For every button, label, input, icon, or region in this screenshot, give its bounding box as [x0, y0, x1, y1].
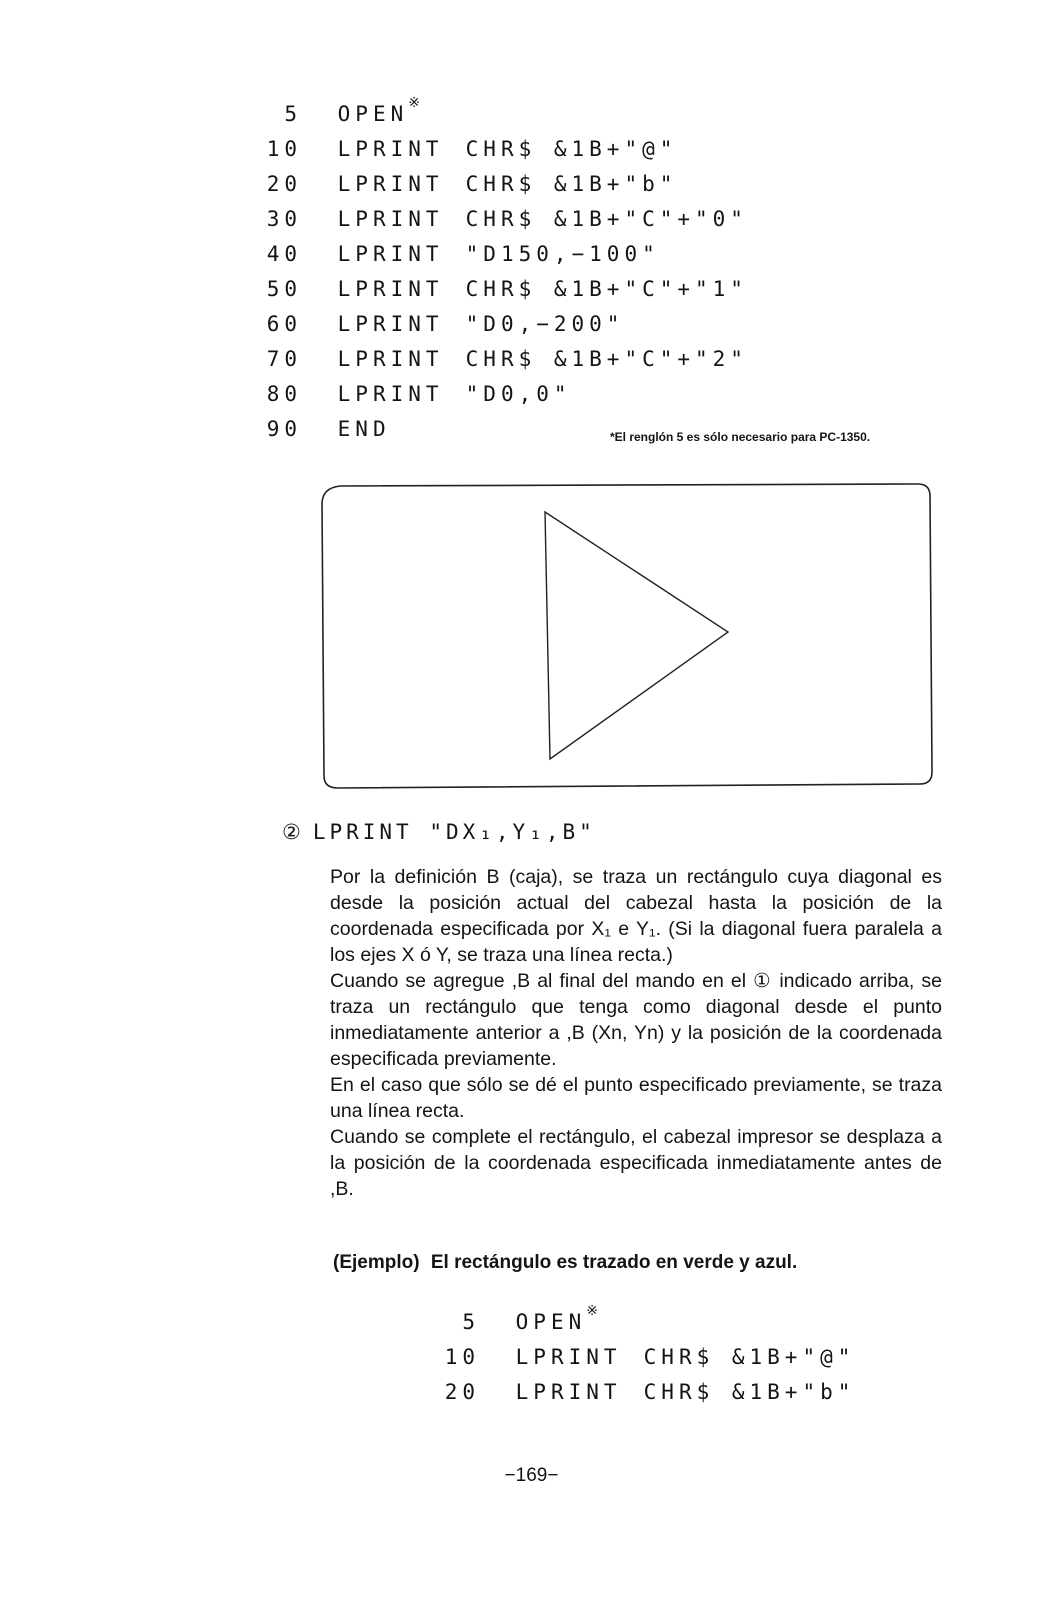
- line-number: 50: [266, 277, 302, 301]
- code-argument: CHR$ &1B+"b": [465, 172, 678, 196]
- code-line: [266, 237, 748, 272]
- line-number: 40: [266, 242, 302, 266]
- code-argument: CHR$ &1B+"b": [643, 1380, 856, 1404]
- example-label: (Ejemplo): [333, 1252, 420, 1273]
- code-line: [266, 167, 748, 202]
- code-line: [444, 1375, 855, 1410]
- code-command: OPEN: [515, 1310, 587, 1334]
- line-number: 80: [266, 382, 302, 406]
- command-heading: [282, 820, 596, 844]
- line-number: 20: [444, 1380, 480, 1404]
- code-argument: CHR$ &1B+"C"+"1": [465, 277, 748, 301]
- line-number: 10: [266, 137, 302, 161]
- program-listing-2: [444, 1300, 855, 1410]
- paragraph: Cuando se agregue ,B al final del mando en el ① indicado arriba, se traza un rectángulo que tenga como diagonal desde el punto inmediatamente anterior a ,B (Xn, Yn) y la posición de la coordenada especificada previamente.: [330, 970, 942, 1070]
- code-command: OPEN: [337, 102, 409, 126]
- code-line: [266, 342, 748, 377]
- code-line: [444, 1340, 855, 1375]
- explanation-text: [330, 864, 942, 1202]
- code-argument: "D0,−200": [465, 312, 625, 336]
- code-command: LPRINT: [337, 277, 444, 301]
- code-argument: "D0,0": [465, 382, 572, 406]
- code-line: [266, 92, 748, 132]
- code-command: LPRINT: [515, 1345, 622, 1369]
- code-command: LPRINT: [515, 1380, 622, 1404]
- code-command: LPRINT: [337, 312, 444, 336]
- example-heading: [333, 1252, 797, 1274]
- code-line: [266, 202, 748, 237]
- code-argument: CHR$ &1B+"@": [465, 137, 678, 161]
- line-number: 70: [266, 347, 302, 371]
- code-argument: CHR$ &1B+"C"+"0": [465, 207, 748, 231]
- paragraph: En el caso que sólo se dé el punto especificado previamente, se traza una línea recta.: [330, 1074, 942, 1122]
- code-command: LPRINT: [337, 207, 444, 231]
- code-line: [266, 377, 748, 412]
- program-listing-1: [266, 92, 748, 447]
- line-number: 5: [462, 1310, 480, 1334]
- plot-output-figure: [318, 482, 936, 792]
- line-number: 5: [284, 102, 302, 126]
- page-number: −169−: [504, 1465, 559, 1486]
- code-argument: CHR$ &1B+"@": [643, 1345, 856, 1369]
- circled-number-2: ②: [282, 820, 301, 844]
- code-command: END: [337, 417, 391, 441]
- line-number: 60: [266, 312, 302, 336]
- asterisk-mark: ※: [408, 95, 420, 111]
- line-number: 30: [266, 207, 302, 231]
- example-text: El rectángulo es trazado en verde y azul.: [430, 1252, 798, 1273]
- line-number: 20: [266, 172, 302, 196]
- footnote: *El renglón 5 es sólo necesario para PC-1350.: [610, 430, 871, 444]
- code-line: [266, 132, 748, 167]
- code-line: [444, 1300, 855, 1340]
- line-number: 10: [444, 1345, 480, 1369]
- code-argument: "D150,−100": [465, 242, 660, 266]
- code-command: LPRINT: [337, 347, 444, 371]
- plotted-triangle: [545, 512, 728, 759]
- paragraph: Cuando se complete el rectángulo, el cabezal impresor se desplaza a la posición de la coordenada especificada inmediatamente antes de ,B.: [330, 1126, 942, 1200]
- code-line: [266, 272, 748, 307]
- paragraph: Por la definición B (caja), se traza un rectángulo cuya diagonal es desde la posición actual del cabezal hasta la posición de la coordenada especificada por X₁ e Y₁. (Si la diagonal fuera paralela a los ejes X ó Y, se traza una línea recta.): [330, 866, 942, 966]
- code-command: LPRINT: [337, 242, 444, 266]
- line-number: 90: [266, 417, 302, 441]
- command-syntax: LPRINT "DX₁,Y₁,B": [312, 820, 596, 844]
- code-command: LPRINT: [337, 172, 444, 196]
- code-command: LPRINT: [337, 382, 444, 406]
- asterisk-mark: ※: [586, 1303, 598, 1319]
- code-command: LPRINT: [337, 137, 444, 161]
- code-argument: CHR$ &1B+"C"+"2": [465, 347, 748, 371]
- code-line: [266, 307, 748, 342]
- paper-frame: [322, 484, 932, 788]
